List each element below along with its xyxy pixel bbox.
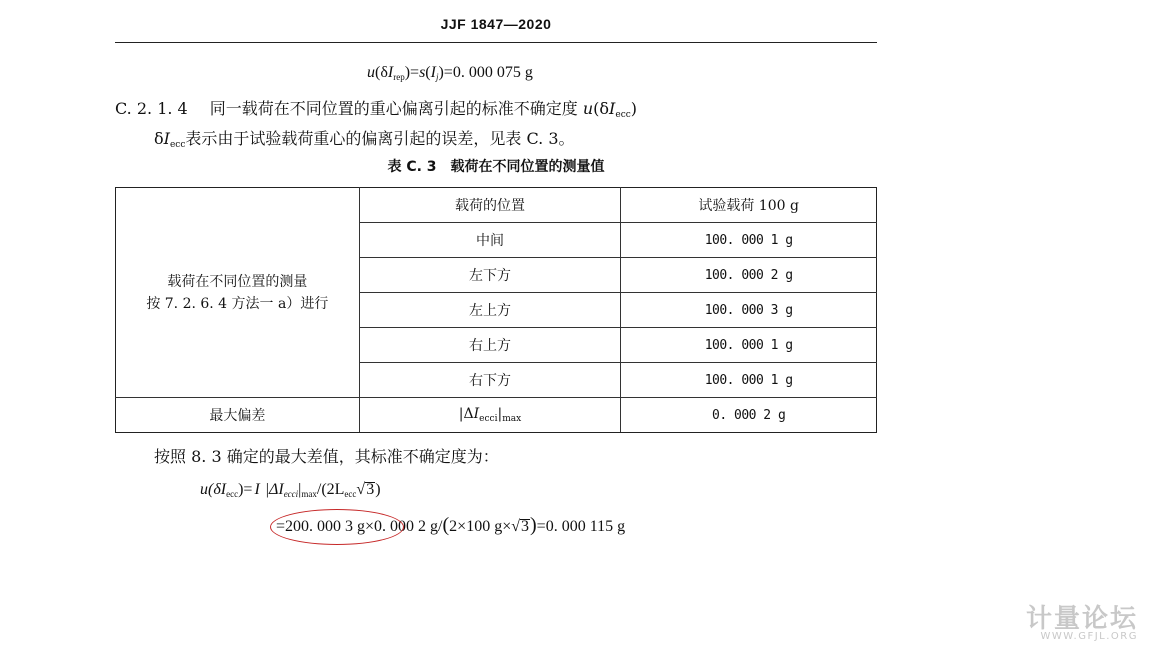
eq-delta: δ: [380, 64, 388, 81]
equation-rep: [367, 64, 533, 82]
row-position: 中间: [359, 223, 621, 258]
eq-ecc-lhs-close: )=: [238, 481, 253, 498]
table-max-row: [116, 398, 877, 433]
result-sqrt3: 3: [521, 518, 529, 535]
eq-paren: (: [375, 64, 381, 81]
para-sub: ecc: [169, 140, 186, 150]
header-rule: [115, 42, 877, 43]
row-value: 100. 000 3 g: [621, 293, 877, 328]
max-bar2: |: [497, 406, 503, 422]
eq-paren-close: ): [404, 64, 411, 81]
left-label-line2: 按 7. 2. 6. 4 方法一 a）进行: [146, 295, 329, 312]
section-number: C. 2. 1. 4: [115, 99, 188, 118]
eq-Ij: I: [430, 64, 436, 81]
max-delta: Δ: [463, 406, 474, 422]
eq-ecc-I: I: [254, 481, 260, 498]
table-header-row: [116, 188, 877, 223]
left-label-line1: 载荷在不同位置的测量: [167, 273, 308, 290]
eq-ecc-rest: /(2L: [316, 481, 345, 498]
result-circled-value: =200. 000 3 g: [276, 518, 366, 535]
eq-open2: (: [425, 64, 431, 81]
row-position: 右下方: [359, 363, 621, 398]
section-symbol-close: ): [630, 99, 638, 118]
para-I: I: [163, 129, 170, 148]
section-symbol-sub: ecc: [615, 110, 631, 120]
watermark-main: 计量论坛: [1025, 604, 1138, 634]
eq-I: I: [387, 64, 394, 81]
eq-ecc-sqrt-sign: √: [356, 481, 366, 498]
section-symbol-open: (: [593, 99, 600, 118]
max-value: 0. 000 2 g: [621, 398, 877, 433]
max-subsub: max: [502, 414, 522, 424]
para-delta: δ: [154, 129, 164, 148]
measurement-table: [115, 187, 877, 433]
header-load: 试验载荷 100 g: [621, 188, 877, 223]
result-sqrt-sign: √: [511, 518, 520, 535]
max-symbol: [359, 398, 621, 433]
eq-ecc-sqrt3: 3: [366, 481, 375, 498]
paragraph-ecc-description: [154, 126, 575, 150]
watermark-logo: [1026, 598, 1138, 642]
eq-ecc-L-sub: ecc: [344, 489, 357, 499]
eq-close2: ): [438, 64, 444, 81]
table-caption: 表 C. 3 载荷在不同位置的测量值: [387, 159, 605, 175]
equation-ecc: [200, 481, 381, 499]
watermark-sub: WWW.GFJL.ORG: [1040, 631, 1138, 642]
eq-ecc-delta-sub: ecci: [283, 489, 299, 499]
result-final: =0. 000 115 g: [536, 518, 626, 535]
section-symbol-u: u: [582, 99, 594, 118]
eq-value: =0. 000 075 g: [443, 64, 533, 81]
eq-ecc-max-sub: max: [301, 489, 317, 499]
section-symbol-delta: δ: [599, 99, 610, 118]
result-paren-close: ): [530, 514, 537, 536]
max-I: I: [473, 406, 480, 422]
paragraph-max-diff: 按照 8. 3 确定的最大差值，其标准不确定度为：: [154, 447, 499, 466]
section-title: 同一载荷在不同位置的重心偏离引起的标准不确定度: [209, 99, 578, 118]
section-heading: [115, 96, 637, 120]
max-label: 最大偏差: [116, 398, 360, 433]
page-header-title: JJF 1847—2020: [440, 16, 552, 32]
max-sub: ecci: [479, 414, 498, 424]
row-value: 100. 000 1 g: [621, 363, 877, 398]
left-label-cell: [116, 188, 360, 398]
row-value: 100. 000 1 g: [621, 328, 877, 363]
eq-ecc-lhs-sub: ecc: [226, 489, 239, 499]
row-position: 左下方: [359, 258, 621, 293]
max-bar: |: [458, 406, 464, 422]
row-position: 左上方: [359, 293, 621, 328]
header-position: 载荷的位置: [359, 188, 621, 223]
eq-ecc-lhs: u(δI: [200, 481, 227, 498]
result-part2: ×0. 000 2 g/: [365, 518, 443, 535]
para-text: 表示由于试验载荷重心的偏离引起的误差，见表 C. 3。: [185, 129, 575, 148]
eq-equals: =: [410, 64, 420, 81]
eq-sub-rep: rep: [393, 72, 405, 82]
eq-u: u: [367, 64, 375, 81]
eq-ecc-bar2: |: [298, 481, 302, 498]
result-part3: 2×100 g×: [449, 518, 512, 535]
eq-Ij-sub: j: [435, 72, 439, 82]
eq-ecc-close: ): [375, 481, 381, 498]
red-ellipse-annotation: [270, 509, 404, 545]
result-paren-open: (: [442, 514, 450, 536]
eq-ecc-deltaI: ΔI: [268, 481, 284, 498]
eq-ecc-bar: |: [265, 481, 269, 498]
eq-s: s: [419, 64, 426, 81]
row-value: 100. 000 1 g: [621, 223, 877, 258]
row-value: 100. 000 2 g: [621, 258, 877, 293]
row-position: 右上方: [359, 328, 621, 363]
section-symbol-I: I: [609, 99, 616, 118]
